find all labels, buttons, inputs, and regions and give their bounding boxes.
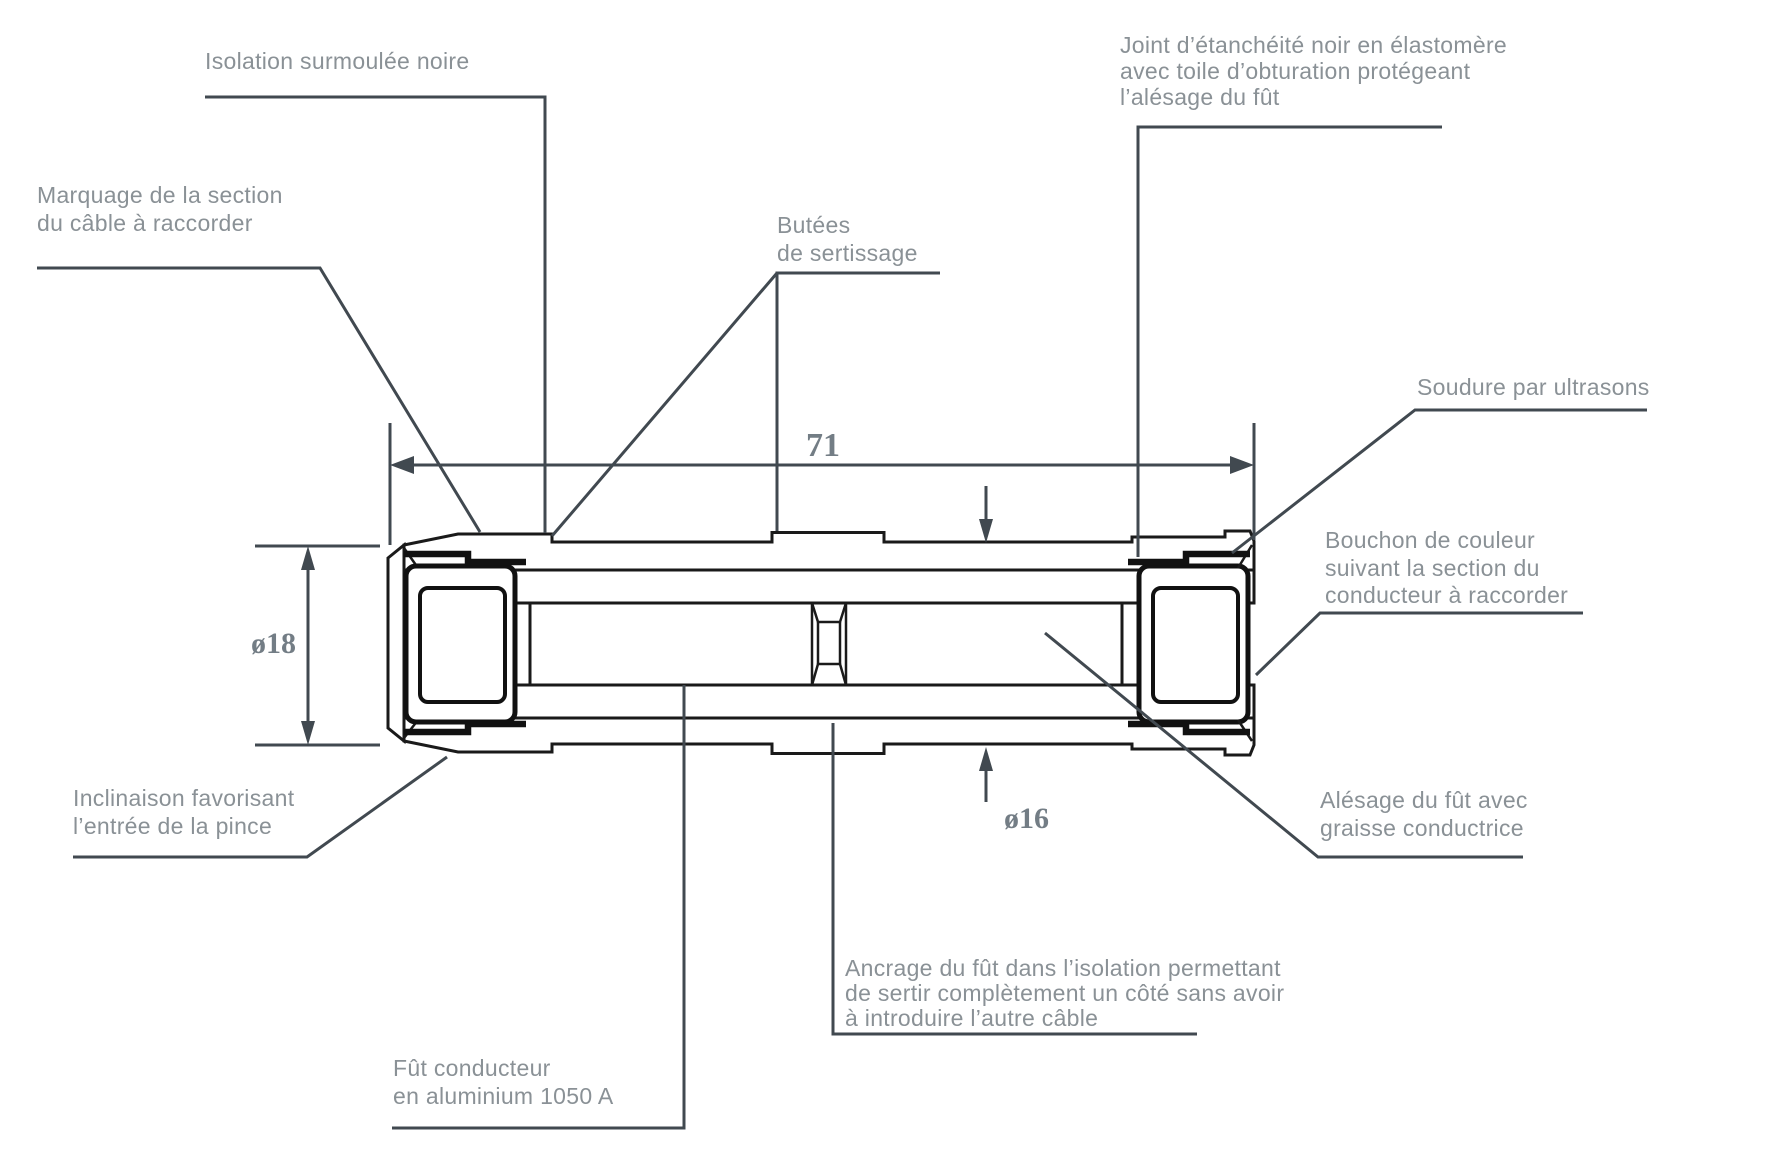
svg-text:de sertir complètement un côté: de sertir complètement un côté sans avoir xyxy=(845,980,1285,1006)
dim71-right-arrow xyxy=(1230,456,1254,474)
right-end-plug xyxy=(1128,545,1252,741)
dim16-bottom-arrow xyxy=(979,747,993,771)
svg-text:graisse conductrice: graisse conductrice xyxy=(1320,815,1524,841)
central-stop-web xyxy=(812,603,846,685)
svg-text:en aluminium 1050 A: en aluminium 1050 A xyxy=(393,1083,614,1109)
svg-text:Ancrage du fût dans l’isolatio: Ancrage du fût dans l’isolation permettant xyxy=(845,955,1281,981)
leader-joint xyxy=(1138,127,1442,557)
callout-text: Isolation surmoulée noire xyxy=(205,48,470,74)
svg-text:à introduire l’autre câble: à introduire l’autre câble xyxy=(845,1005,1099,1031)
dimension-71 xyxy=(390,423,1254,545)
dimension-d16 xyxy=(979,486,1049,835)
left-top-seal xyxy=(404,554,526,562)
svg-text:Butées: Butées xyxy=(777,212,851,238)
svg-text:Bouchon de couleur: Bouchon de couleur xyxy=(1325,527,1535,553)
dim-barrel-diameter: ø16 xyxy=(1004,802,1049,835)
callout-alesage xyxy=(1320,787,1528,841)
dim-overall-length: 71 xyxy=(806,427,840,464)
svg-text:Joint d’étanchéité noir en éla: Joint d’étanchéité noir en élastomère xyxy=(1120,32,1507,58)
dim18-top-arrow xyxy=(301,546,315,570)
left-end-plug xyxy=(388,545,526,741)
leader-butees xyxy=(552,273,940,536)
left-plug-inner xyxy=(420,588,505,702)
left-bottom-seal xyxy=(404,724,526,732)
left-end-face xyxy=(388,545,404,741)
callout-butees xyxy=(777,212,918,266)
svg-text:du câble à raccorder: du câble à raccorder xyxy=(37,210,253,236)
barrel-bore xyxy=(530,603,1122,685)
callout-joint xyxy=(1120,32,1507,110)
svg-text:Alésage du fût avec: Alésage du fût avec xyxy=(1320,787,1528,813)
top-barrel-band xyxy=(404,570,1254,603)
svg-text:conducteur à raccorder: conducteur à raccorder xyxy=(1325,582,1569,608)
callout-isolation xyxy=(205,48,469,74)
svg-text:Soudure par ultrasons: Soudure par ultrasons xyxy=(1417,374,1650,400)
svg-text:Inclinaison favorisant: Inclinaison favorisant xyxy=(73,785,295,811)
top-insulation-band xyxy=(404,531,1254,570)
svg-text:avec toile d’obturation protég: avec toile d’obturation protégeant xyxy=(1120,58,1471,84)
bottom-insulation-band xyxy=(404,718,1254,755)
callout-fut xyxy=(393,1055,614,1109)
leader-marquage xyxy=(37,268,480,532)
leader-isolation xyxy=(205,97,545,533)
dim71-left-arrow xyxy=(390,456,414,474)
svg-text:l’entrée de la pince: l’entrée de la pince xyxy=(73,813,273,839)
callout-inclinaison xyxy=(73,785,295,839)
dimension-d18 xyxy=(251,546,380,745)
right-bottom-seal xyxy=(1128,724,1250,732)
leader-bouchon xyxy=(1256,613,1583,675)
svg-text:de sertissage: de sertissage xyxy=(777,240,918,266)
right-plug-inner xyxy=(1153,588,1238,702)
dim16-top-arrow xyxy=(979,519,993,543)
callout-marquage xyxy=(37,182,283,236)
svg-text:Fût conducteur: Fût conducteur xyxy=(393,1055,551,1081)
callout-bouchon xyxy=(1325,527,1568,608)
right-top-seal xyxy=(1128,554,1250,562)
callout-soudure xyxy=(1417,374,1650,400)
dim-end-diameter: ø18 xyxy=(251,627,296,660)
dim18-bottom-arrow xyxy=(301,721,315,745)
svg-text:l’alésage du fût: l’alésage du fût xyxy=(1120,84,1280,110)
callout-ancrage xyxy=(845,955,1284,1031)
svg-text:Marquage de la section: Marquage de la section xyxy=(37,182,283,208)
sleeve-body xyxy=(388,531,1254,755)
svg-text:suivant la section du: suivant la section du xyxy=(1325,555,1540,581)
